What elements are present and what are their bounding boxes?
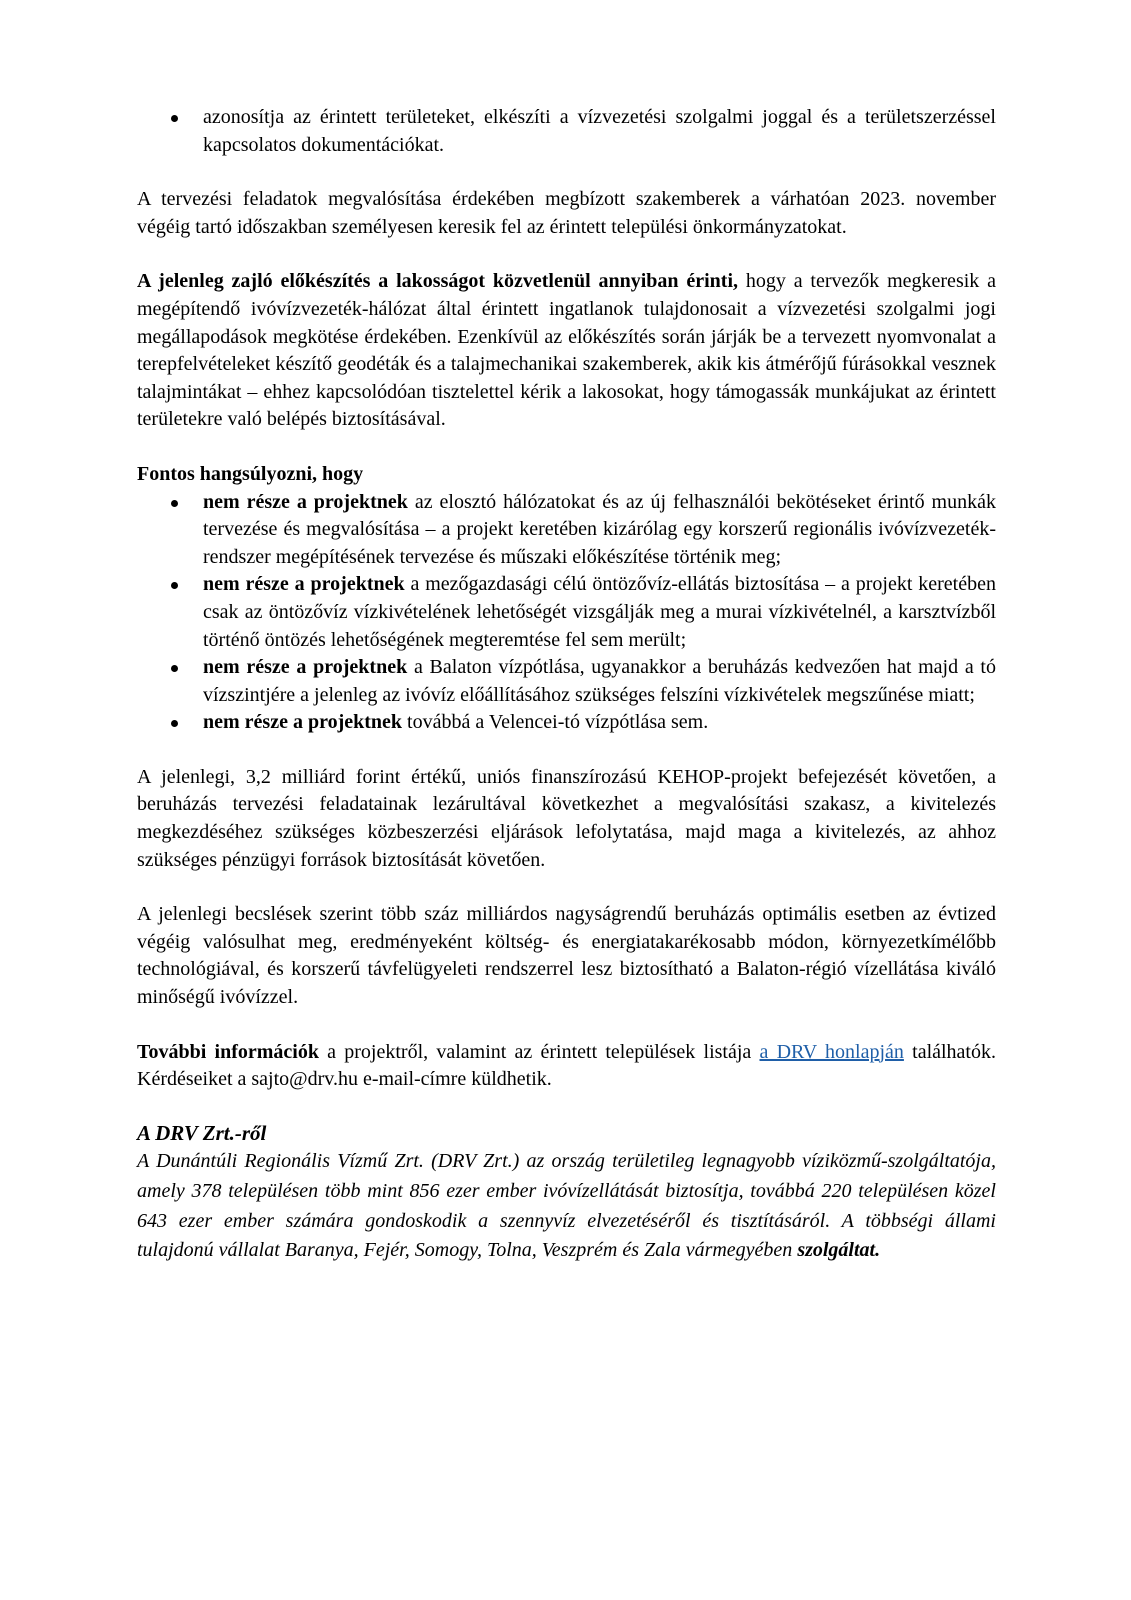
list-item-text: a mezőgazdasági célú öntözővíz-ellátás biztosítása – a projekt keretében csak az öntözővíz vízkivételének lehetőségét vizsgálják meg a murai vízkivételnél, a karsztvízből történő öntözés lehetőségének megteremtése fel sem merült; xyxy=(203,573,996,651)
paragraph-preparation-bold: A jelenleg zajló előkészítés a lakosságot közvetlenül annyiban érinti, xyxy=(137,270,739,293)
more-info-bold: További információk xyxy=(137,1040,319,1063)
list-item-bold: nem része a projektnek xyxy=(203,573,405,596)
list-item-bold: nem része a projektnek xyxy=(203,656,408,679)
more-info-text-after: találhatók. Kérdéseiket a sajto@drv.hu e-mail-címre küldhetik. xyxy=(137,1040,996,1091)
list-item xyxy=(137,571,996,654)
list-item-text: az elosztó hálózatokat és az új felhasználói bekötéseket érintő munkák tervezése és megvalósítása – a projekt keretében kizárólag egy korszerű regionális ivóvízvezeték-rendszer megépítésének tervezése és műszaki előkészítése történik meg; xyxy=(203,490,996,568)
important-heading xyxy=(137,461,996,489)
list-item xyxy=(137,709,996,737)
list-item-bold: nem része a projektnek xyxy=(203,490,408,513)
list-item xyxy=(137,489,996,572)
more-info-text: a projektről, valamint az érintett települések listája xyxy=(318,1040,760,1063)
about-body-bold: szolgáltat. xyxy=(797,1239,881,1262)
drv-website-link[interactable]: a DRV honlapján xyxy=(759,1040,904,1063)
important-list xyxy=(137,489,996,737)
list-item-bold: nem része a projektnek xyxy=(203,711,403,734)
paragraph-project-value: A jelenlegi, 3,2 milliárd forint értékű, uniós finanszírozású KEHOP-projekt befejezését követően, a beruházás tervezési feladatainak lezárultával következhet a megvalósítási szakasz, a kivitelezés megkezdéséhez szükséges közbeszerzési eljárások lefolytatása, majd maga a kivitelezés, az ahhoz szükséges pénzügyi források biztosítását követően. xyxy=(137,765,996,871)
about-title: A DRV Zrt.-ről xyxy=(137,1120,267,1145)
paragraph-preparation-text: hogy a tervezők megkeresik a megépítendő ivóvízvezeték-hálózat által érintett ingatlanok tulajdonosait a vízvezetési szolgalmi jogi megállapodások megkötése érdekében. Ezenkívül az előkészítés során járják be a tervezett nyomvonalat a terepfelvételeket készítő geodéták és a talajmechanikai szakemberek, akik kis átmérőjű fúrásokkal vesznek talajmintákat – ehhez kapcsolódóan tisztelettel kérik a lakosokat, hogy támogassák munkájukat az érintett területekre való belépés biztosításával. xyxy=(137,270,996,431)
about-body-text: A Dunántúli Regionális Vízmű Zrt. (DRV Zrt.) az ország területileg legnagyobb víziközmű-szolgáltatója, amely 378 településen több mint 856 ezer ember ivóvízellátását biztosítja, továbbá 220 településen közel 643 ezer ember számára gondoskodik a szennyvíz elvezetéséről és tisztításáról. A többségi állami tulajdonú vállalat Baranya, Fejér, Somogy, Tolna, Veszprém és Zala vármegyében xyxy=(137,1150,996,1262)
list-item: azonosítja az érintett területeket, elkészíti a vízvezetési szolgalmi joggal és a területszerzéssel kapcsolatos dokumentációkat. xyxy=(137,104,996,159)
list-item-text: a Balaton vízpótlása, ugyanakkor a beruházás kedvezően hat majd a tó vízszintjére a jelenleg az ivóvíz előállításához szükséges felszíni vízkivételek megszűnése miatt; xyxy=(203,656,996,706)
paragraph-estimates: A jelenlegi becslések szerint több száz milliárdos nagyságrendű beruházás optimális esetben az évtized végéig valósulhat meg, eredményeként költség- és energiatakarékosabb módon, környezetkímélőbb technológiával, és korszerű távfelügyeleti rendszerrel lesz biztosítható a Balaton-régió vízellátása kiváló minőségű ivóvízzel. xyxy=(137,903,996,1009)
paragraph-more-info xyxy=(137,1039,996,1094)
paragraph-preparation xyxy=(137,268,996,434)
important-heading-text: Fontos hangsúlyozni, hogy xyxy=(137,462,364,485)
about-body xyxy=(137,1147,996,1265)
paragraph-planning: A tervezési feladatok megvalósítása érdekében megbízott szakemberek a várhatóan 2023. november végéig tartó időszakban személyesen keresik fel az érintett települési önkormányzatokat. xyxy=(137,188,996,238)
top-bullet-list xyxy=(137,104,996,159)
list-item-text: továbbá a Velencei-tó vízpótlása sem. xyxy=(402,711,709,734)
list-item xyxy=(137,654,996,709)
